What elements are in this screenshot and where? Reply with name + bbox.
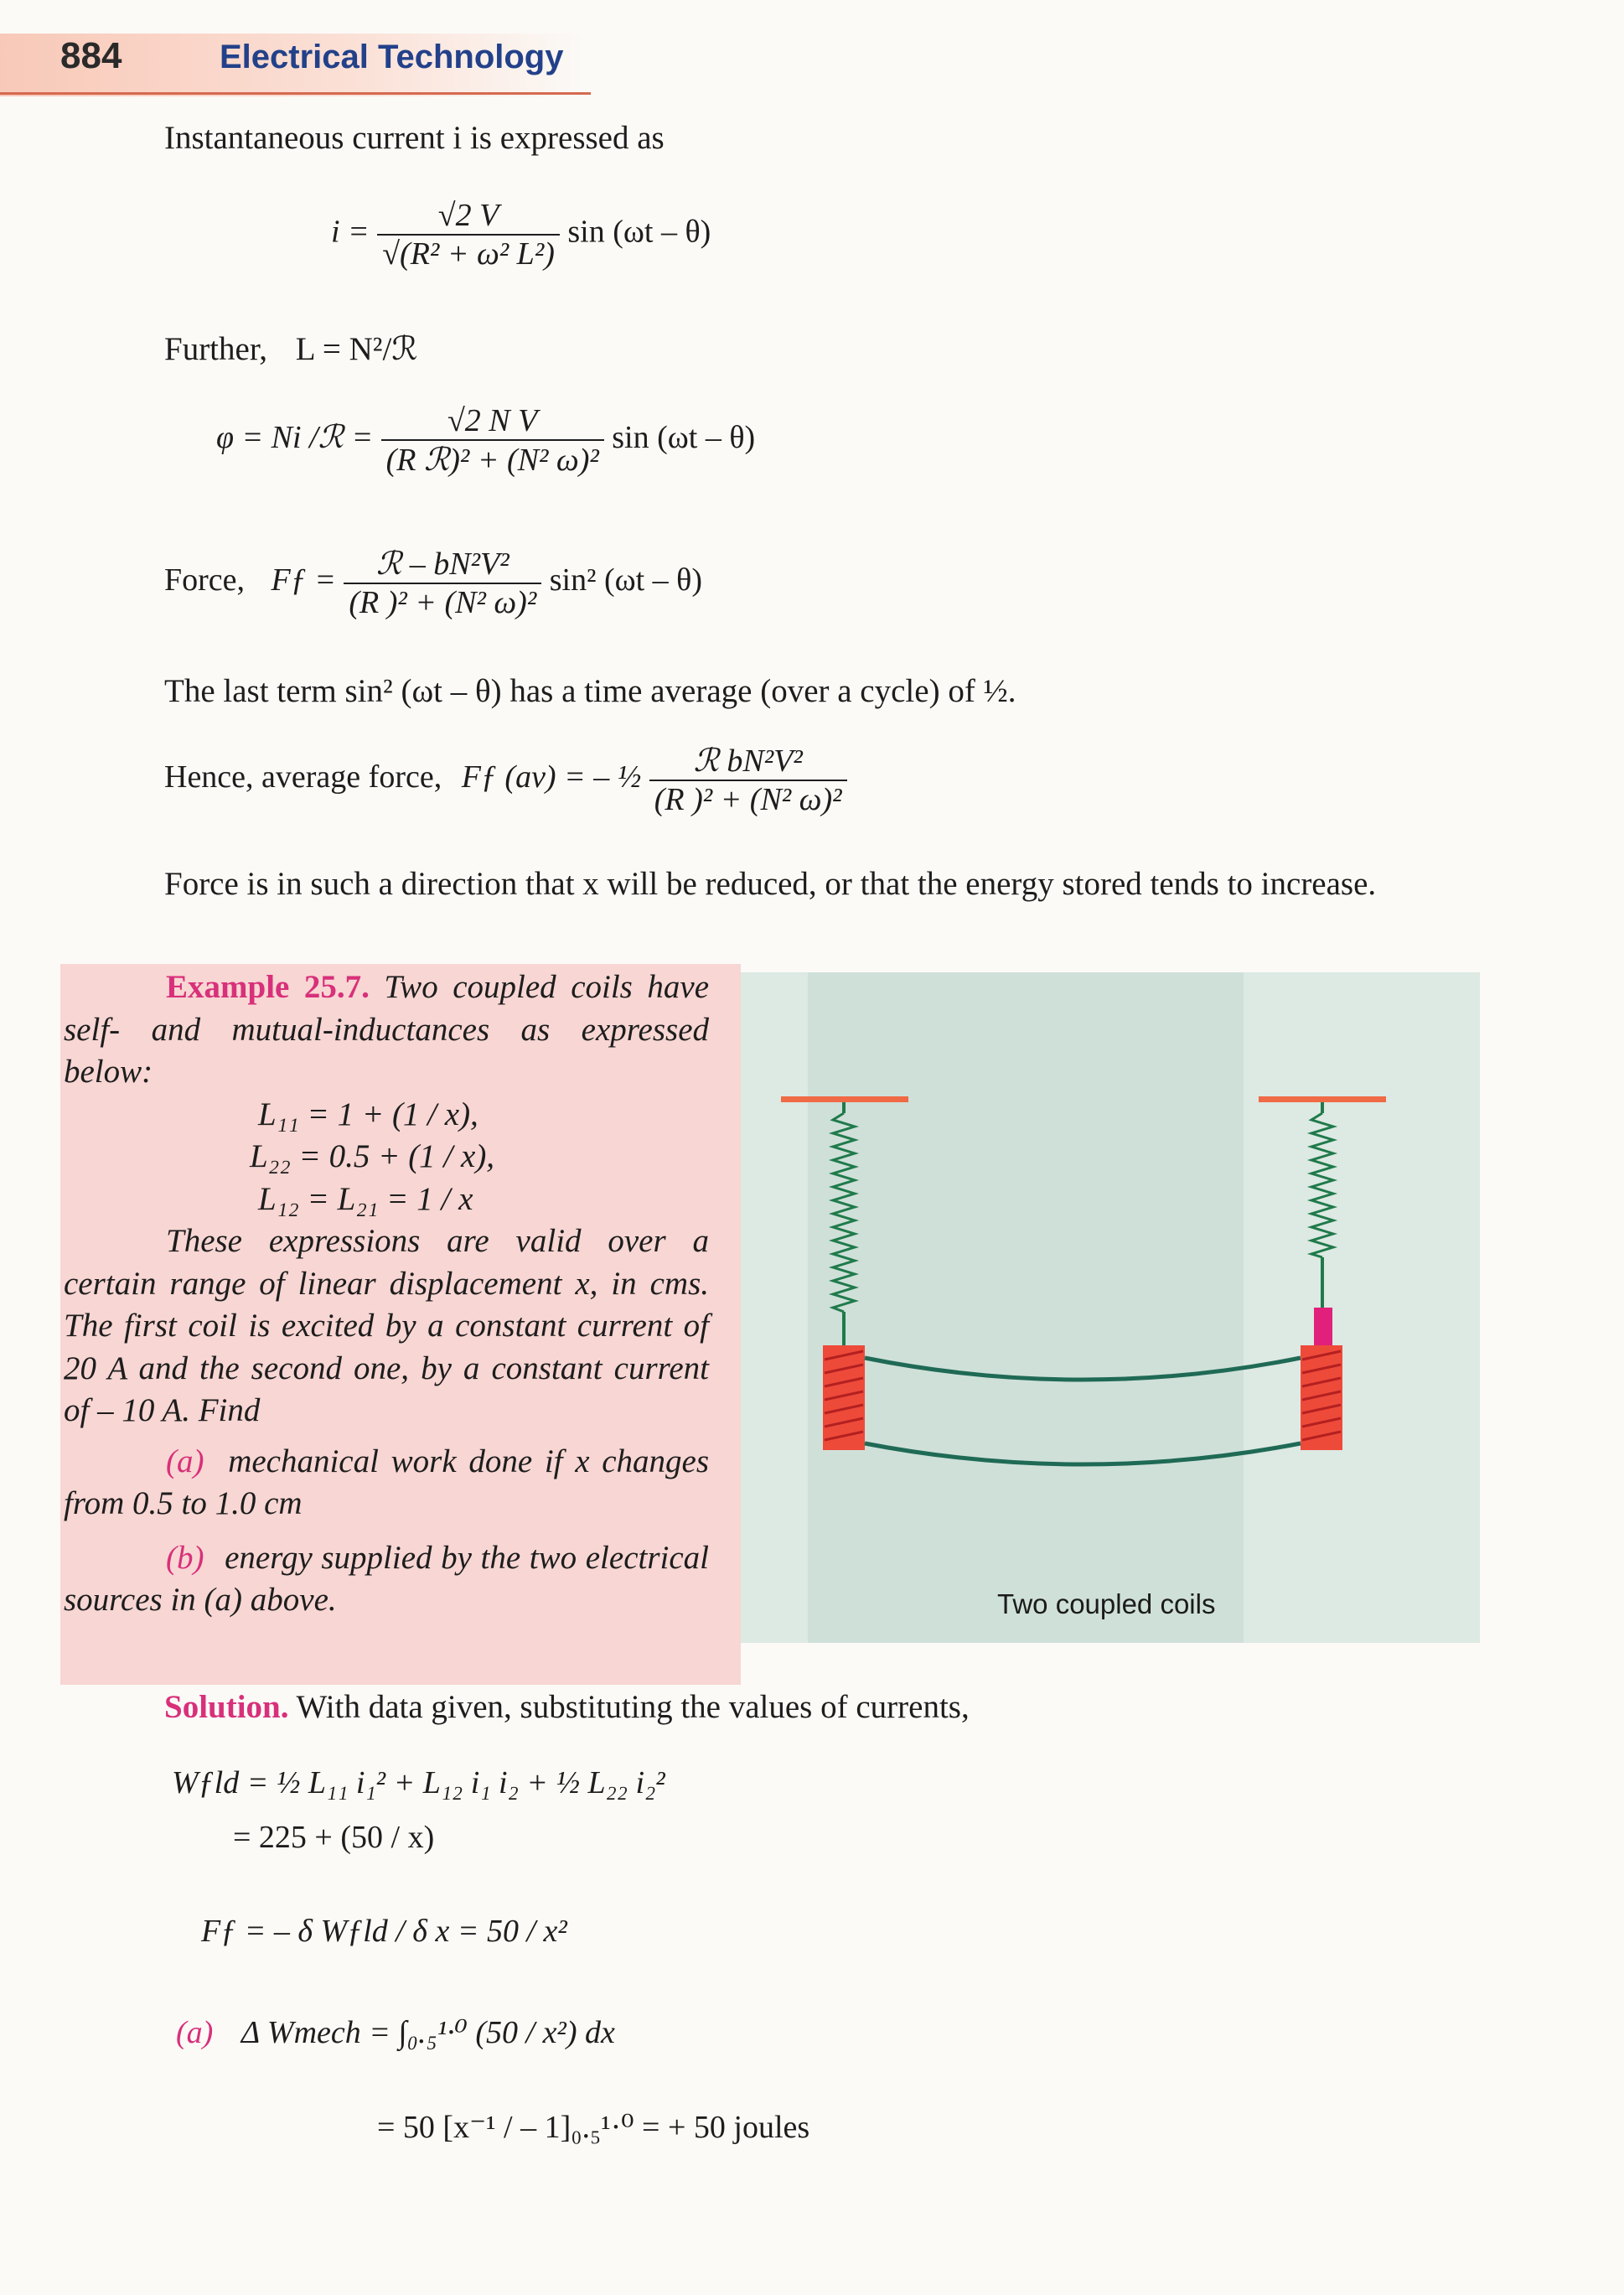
left-support-bar xyxy=(781,1096,908,1102)
further-label: Further, xyxy=(164,331,267,367)
part-a-text: mechanical work done if x changes from 0.5 to 1.0 cm xyxy=(64,1443,710,1521)
example-heading: Example 25.7. xyxy=(166,969,370,1005)
eq-current-numerator: √2 V xyxy=(377,197,560,236)
right-spring xyxy=(1311,1113,1333,1257)
eq-flux-fraction xyxy=(381,402,604,479)
example-text xyxy=(64,966,709,1622)
coupled-coils-diagram xyxy=(741,972,1480,1643)
eq-force-rhs: sin² (ωt – θ) xyxy=(549,562,703,598)
solution-text: With data given, substituting the values of currents, xyxy=(296,1689,970,1725)
right-support-bar xyxy=(1259,1096,1386,1102)
right-connector xyxy=(1314,1308,1332,1345)
eq-flux-rhs: sin (ωt – θ) xyxy=(612,420,756,456)
eq-force-fraction xyxy=(344,545,541,621)
header-rule xyxy=(0,92,591,95)
solution-eq2: = 225 + (50 / x) xyxy=(233,1820,435,1855)
avg-force-denominator: (R )² + (N² ω)² xyxy=(654,782,842,817)
intro-text: Instantaneous current i is expressed as xyxy=(164,120,665,156)
page-number: 884 xyxy=(60,35,122,76)
eq-flux xyxy=(216,402,755,479)
further-expr: L = N²/ℛ xyxy=(295,331,418,367)
inductance-l12: L₁₂ = L₂₁ = 1 / x xyxy=(258,1180,473,1217)
eq-current-rhs: sin (ωt – θ) xyxy=(567,214,711,250)
direction-paragraph: Force is in such a direction that x will be reduced, or that the energy stored tends to increase. xyxy=(164,866,1377,902)
eq-force-numerator: ℛ – bN²V² xyxy=(344,545,541,584)
solution-eq4: Δ Wmech = ∫₀.₅¹·⁰ (50 / x²) dx xyxy=(240,2015,615,2050)
figure-inner-shade xyxy=(808,972,1244,1643)
figure-caption: Two coupled coils xyxy=(997,1588,1216,1619)
example-intro: Two coupled coils have self- and mutual-inductances as expressed below: xyxy=(64,969,709,1090)
example-intro-line xyxy=(64,966,709,1094)
part-a-label: (a) xyxy=(166,1443,204,1479)
solution-label: Solution. xyxy=(164,1689,289,1725)
last-term-text: The last term sin² (ωt – θ) has a time average (over a cycle) of ½. xyxy=(164,673,1016,709)
solution-eq5: = 50 [x⁻¹ / – 1]₀.₅¹·⁰ = + 50 joules xyxy=(377,2110,810,2145)
solution-eq3: Fƒ = – δ Wƒld / δ x = 50 / x² xyxy=(201,1914,567,1949)
further-line xyxy=(164,329,417,370)
eq-average-force xyxy=(164,742,847,818)
inductance-l11: L₁₁ = 1 + (1 / x), xyxy=(258,1096,478,1132)
eq-flux-denominator: (R ℛ)² + (N² ω)² xyxy=(385,443,599,478)
eq-flux-lhs: φ = Ni /ℛ = xyxy=(216,420,374,456)
inductance-l22: L₂₂ = 0.5 + (1 / x), xyxy=(250,1138,495,1174)
eq-current-fraction xyxy=(377,197,560,272)
avg-force-fraction xyxy=(649,742,847,818)
example-body: These expressions are valid over a certain range of linear displacement x, in cms. The first coil is excited by a constant current of 20 A and the second one, by a constant current of – 10 A. Find xyxy=(64,1223,709,1428)
solution-line xyxy=(164,1686,970,1728)
solution-eq1: Wƒld = ½ L₁₁ i₁² + L₁₂ i₁ i₂ + ½ L₂₂ i₂² xyxy=(172,1765,665,1800)
part-b-label: (b) xyxy=(166,1539,204,1576)
avg-force-lhs: Fƒ (av) = – ½ xyxy=(461,759,642,795)
example-part-a xyxy=(64,1441,709,1526)
eq-current-denominator: √(R² + ω² L²) xyxy=(382,236,555,272)
example-part-b xyxy=(64,1537,709,1622)
part-b-text: energy supplied by the two electrical sources in (a) above. xyxy=(64,1539,709,1618)
eq-force-label: Force, xyxy=(164,562,246,598)
eq-force-lhs: Fƒ = xyxy=(271,562,336,598)
avg-force-label: Hence, average force, xyxy=(164,759,442,795)
eq-force xyxy=(164,545,702,621)
eq-flux-numerator: √2 N V xyxy=(381,402,604,441)
solution-eq4-line xyxy=(176,2013,615,2051)
running-title: Electrical Technology xyxy=(220,39,564,75)
solution-part-a-label: (a) xyxy=(176,2015,214,2050)
eq-current-lhs: i = xyxy=(331,214,370,250)
avg-force-numerator: ℛ bN²V² xyxy=(649,742,847,781)
eq-force-denominator: (R )² + (N² ω)² xyxy=(349,585,537,620)
eq-current xyxy=(331,197,711,272)
coupled-coils-figure xyxy=(741,972,1480,1643)
